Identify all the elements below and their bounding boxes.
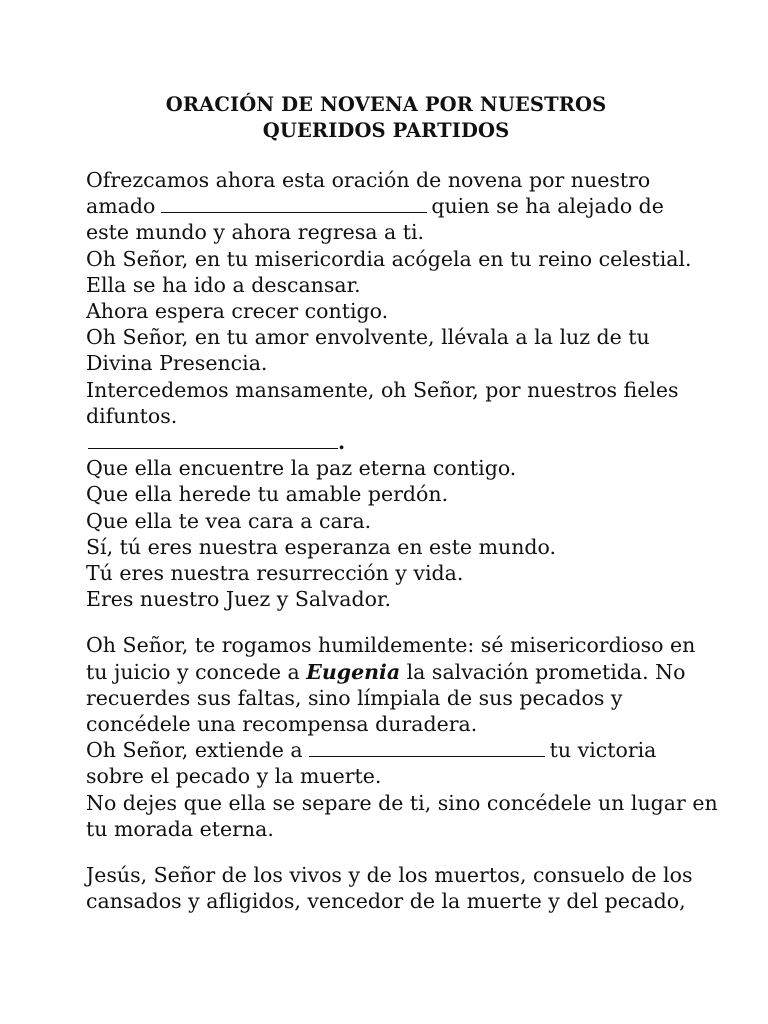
text-line: Que ella encuentre la paz eterna contigo. — [86, 456, 517, 481]
document-title — [86, 92, 686, 144]
text-line: Ella se ha ido a descansar. — [86, 272, 361, 297]
text-line: tu morada eterna. — [86, 816, 274, 841]
period-mark: . — [338, 430, 346, 455]
title-line-2: QUERIDOS PARTIDOS — [262, 119, 510, 142]
text-line: Ahora espera crecer contigo. — [86, 299, 389, 324]
paragraph-3 — [86, 862, 693, 914]
deceased-name: Eugenia — [306, 659, 401, 684]
text-line: Oh Señor, en tu misericordia acógela en tu reino celestial. — [86, 246, 692, 271]
text-fragment: tu victoria — [549, 738, 657, 763]
text-line-with-blank — [86, 193, 686, 219]
text-line: Que ella herede tu amable perdón. — [86, 482, 449, 507]
text-line: cansados y afligidos, vencedor de la muerte y del pecado, — [86, 889, 686, 914]
text-line: Sí, tú eres nuestra esperanza en este mundo. — [86, 534, 557, 559]
text-fragment: Oh Señor, extiende a — [86, 738, 303, 763]
text-line: Eres nuestro Juez y Salvador. — [86, 587, 392, 612]
blank-fill-line — [161, 193, 427, 213]
text-line: Ofrezcamos ahora esta oración de novena por nuestro — [86, 168, 651, 192]
blank-fill-line — [88, 429, 338, 449]
text-fragment: amado — [86, 194, 156, 219]
text-line: sobre el pecado y la muerte. — [86, 764, 382, 789]
text-fragment: quien se ha alejado de — [431, 194, 664, 219]
text-line-with-name — [86, 659, 686, 685]
text-line: este mundo y ahora regresa a ti. — [86, 220, 425, 245]
document-page — [86, 92, 718, 934]
text-line: concédele una recompensa duradera. — [86, 712, 478, 737]
text-line-with-blank — [86, 429, 686, 455]
text-line: Intercedemos mansamente, oh Señor, por nuestros fieles — [86, 377, 679, 402]
text-fragment: tu juicio y concede a — [86, 659, 307, 684]
text-line: No dejes que ella se separe de ti, sino concédele un lugar en — [86, 790, 718, 815]
paragraph-1 — [86, 167, 692, 612]
text-fragment: la salvación prometida. No — [400, 659, 686, 684]
text-line: Divina Presencia. — [86, 351, 268, 376]
text-line: Oh Señor, te rogamos humildemente: sé misericordioso en — [86, 633, 696, 658]
title-line-1: ORACIÓN DE NOVENA POR NUESTROS — [165, 93, 607, 116]
text-line: Que ella te vea cara a cara. — [86, 508, 372, 533]
text-line-with-blank — [86, 737, 686, 763]
paragraph-2 — [86, 632, 718, 842]
text-line: recuerdes sus faltas, sino límpiala de sus pecados y — [86, 685, 623, 710]
text-line: Tú eres nuestra resurrección y vida. — [86, 561, 464, 586]
blank-fill-line — [309, 737, 545, 757]
text-line: Jesús, Señor de los vivos y de los muertos, consuelo de los — [86, 863, 693, 888]
text-line: difuntos. — [86, 403, 178, 428]
text-line: Oh Señor, en tu amor envolvente, llévala a la luz de tu — [86, 325, 650, 350]
